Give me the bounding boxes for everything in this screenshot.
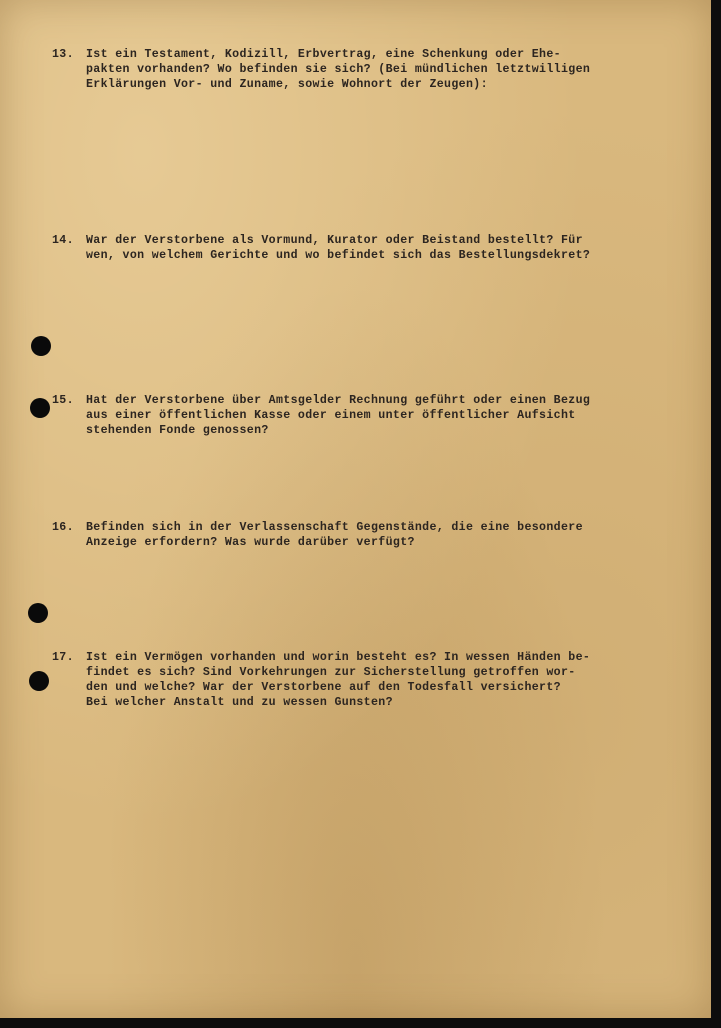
question-16-line-1: Befinden sich in der Verlassenschaft Gegenstände, die eine besondere — [86, 521, 583, 534]
question-14-number: 14. — [52, 234, 74, 247]
punch-hole — [29, 671, 49, 691]
scan-border-right — [711, 0, 721, 1028]
question-14 — [52, 233, 658, 263]
question-15-line-1: Hat der Verstorbene über Amtsgelder Rechnung geführt oder einen Bezug — [86, 394, 591, 407]
question-13-line-2: pakten vorhanden? Wo befinden sie sich? (Bei mündlichen letztwilligen — [86, 63, 591, 76]
question-15 — [52, 393, 658, 438]
question-16 — [52, 520, 658, 550]
question-17-line-3: den und welche? War der Verstorbene auf den Todesfall versichert? — [86, 681, 561, 694]
question-14-line-1: War der Verstorbene als Vormund, Kurator oder Beistand bestellt? Für — [86, 234, 583, 247]
question-13-line-3: Erklärungen Vor- und Zuname, sowie Wohnort der Zeugen): — [86, 78, 488, 91]
question-17-number: 17. — [52, 651, 74, 664]
question-15-line-2: aus einer öffentlichen Kasse oder einem unter öffentlicher Aufsicht — [86, 409, 576, 422]
question-17-line-1: Ist ein Vermögen vorhanden und worin besteht es? In wessen Händen be- — [86, 651, 591, 664]
punch-hole — [30, 398, 50, 418]
punch-hole — [28, 603, 48, 623]
question-17-line-4: Bei welcher Anstalt und zu wessen Gunsten? — [86, 696, 393, 709]
question-13-line-1: Ist ein Testament, Kodizill, Erbvertrag, eine Schenkung oder Ehe- — [86, 48, 561, 61]
question-17 — [52, 650, 658, 710]
question-17-line-2: findet es sich? Sind Vorkehrungen zur Sicherstellung getroffen wor- — [86, 666, 576, 679]
punch-hole — [31, 336, 51, 356]
question-13 — [52, 47, 658, 92]
question-16-number: 16. — [52, 521, 74, 534]
question-14-line-2: wen, von welchem Gerichte und wo befindet sich das Bestellungsdekret? — [86, 249, 591, 262]
question-16-line-2: Anzeige erfordern? Was wurde darüber verfügt? — [86, 536, 415, 549]
scan-border-bottom — [0, 1018, 721, 1028]
question-15-line-3: stehenden Fonde genossen? — [86, 424, 269, 437]
question-15-number: 15. — [52, 394, 74, 407]
question-13-number: 13. — [52, 48, 74, 61]
